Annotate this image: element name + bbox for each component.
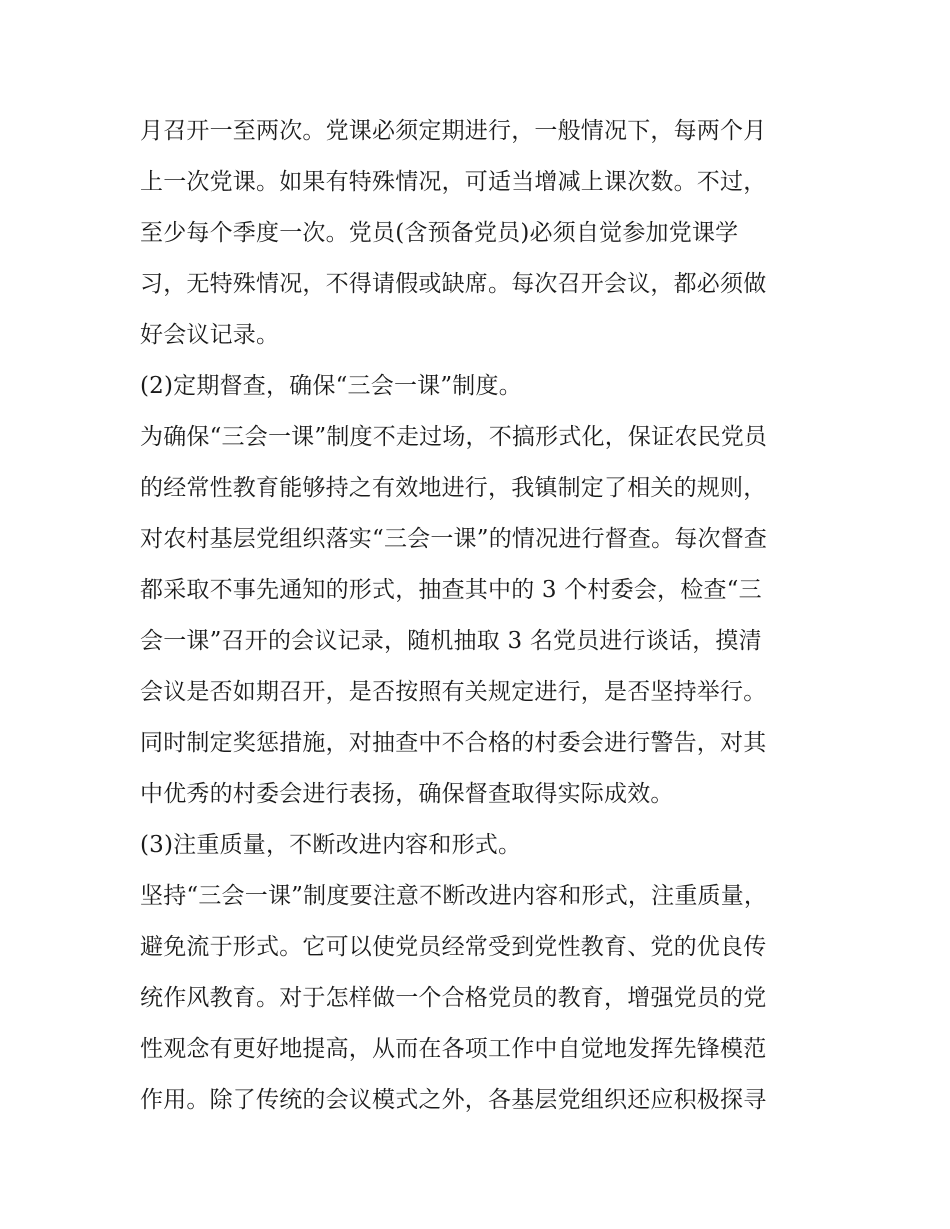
text-line: 为确保“三会一课”制度不走过场，不搞形式化，保证农民党员 (140, 424, 768, 450)
text-line: 性观念有更好地提高，从而在各项工作中自觉地发挥先锋模范 (140, 1036, 767, 1062)
text-line: 避免流于形式。它可以使党员经常受到党性教育、党的优良传 (140, 934, 767, 960)
text-line: 好会议记录。 (140, 322, 280, 348)
text-line: 至少每个季度一次。党员(含预备党员)必须自觉参加党课学 (140, 220, 739, 246)
section-heading: (2)定期督查，确保“三会一课”制度。 (140, 373, 522, 399)
text-line: 月召开一至两次。党课必须定期进行，一般情况下，每两个月 (140, 118, 767, 144)
text-line: 会议是否如期召开，是否按照有关规定进行，是否坚持举行。 (140, 679, 767, 705)
text-line: 习，无特殊情况，不得请假或缺席。每次召开会议，都必须做 (140, 271, 767, 297)
text-line: 会一课”召开的会议记录，随机抽取 3 名党员进行谈话，摸清 (140, 628, 762, 654)
text-line: 统作风教育。对于怎样做一个合格党员的教育，增强党员的党 (140, 985, 767, 1011)
text-line: 上一次党课。如果有特殊情况，可适当增减上课次数。不过， (140, 169, 767, 195)
document-body (140, 106, 820, 1126)
text-line: 对农村基层党组织落实“三会一课”的情况进行督查。每次督查 (140, 526, 768, 552)
text-line: 都采取不事先通知的形式，抽查其中的 3 个村委会，检查“三 (140, 577, 762, 603)
text-line: 中优秀的村委会进行表扬，确保督查取得实际成效。 (140, 781, 674, 807)
section-heading: (3)注重质量，不断改进内容和形式。 (140, 832, 522, 858)
text-line: 坚持“三会一课”制度要注意不断改进内容和形式，注重质量， (140, 883, 768, 909)
text-line: 作用。除了传统的会议模式之外，各基层党组织还应积极探寻 (140, 1087, 767, 1113)
text-line: 同时制定奖惩措施，对抽查中不合格的村委会进行警告，对其 (140, 730, 767, 756)
text-line: 的经常性教育能够持之有效地进行，我镇制定了相关的规则， (140, 475, 767, 501)
